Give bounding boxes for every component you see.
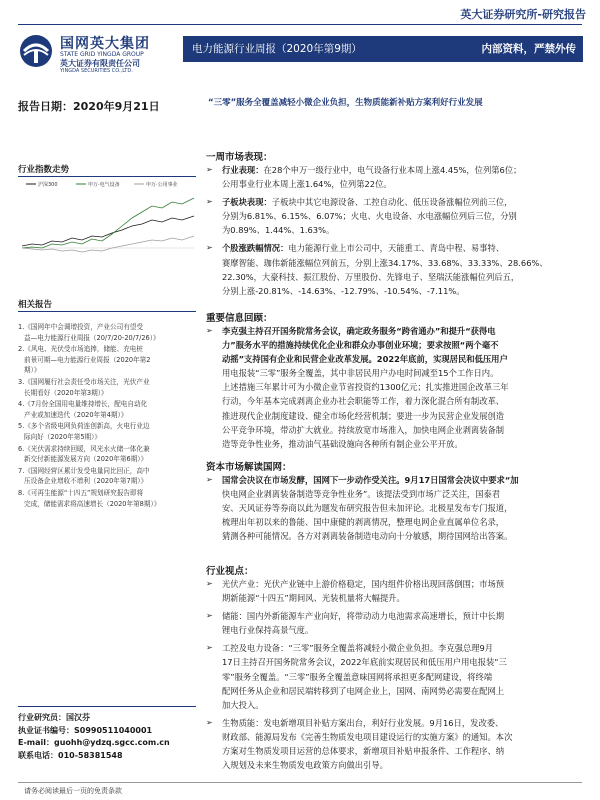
paragraph-line: 分别为6.81%、6.15%、6.07%；火电、火电设备、水电涨幅位列后三位，分别	[222, 211, 517, 222]
related-report-line: 新交付新能源发展方向（2020年第6期）》	[24, 455, 148, 464]
analyst-email: E-mail：guohh@ydzq.sgcc.com.cn	[18, 738, 170, 747]
related-report-7	[18, 466, 198, 487]
footer-disclaimer: 请务必阅读最后一页的免责条款	[24, 787, 122, 795]
paragraph-line: 17日主持召开国务院常务会议，2022年底前实现居民和低压用户用电报装“三	[222, 657, 507, 668]
related-report-8	[18, 488, 198, 509]
paragraph-line: 为0.89%、1.44%、1.63%。	[222, 225, 335, 236]
legend-label-2: 申万·电气设备	[88, 182, 120, 188]
item-label: 子板块表现：	[222, 197, 272, 208]
paragraph-line: 用电报装“三零”服务全覆盖，其中非居民用户办电时间减至15个工作日内。	[222, 368, 499, 379]
bullet-icon: ➢	[206, 475, 213, 484]
paragraph-line: 工控及电力设备：“三零”服务全覆盖将减轻小微企业负担。李克强总理9月	[222, 643, 494, 654]
paragraph-line: 分别上涨-20.81%、-14.63%、-12.79%、-10.54%、-7.11%。	[222, 285, 465, 296]
related-report-line: 8.《可再生能源“十四五”规划研究报告即将	[18, 488, 144, 497]
header-bar-title: 电力能源行业周报（2020年第9期）	[192, 43, 362, 55]
logo-securities-cn: 英大证券有限责任公司	[60, 59, 140, 68]
related-report-5	[18, 421, 198, 442]
paragraph-line: 加大投入。	[222, 699, 264, 710]
analyst-name: 行业研究员：国汉芬	[18, 713, 90, 722]
item-text: 在28个申万一级行业中，电气设备行业本周上涨4.45%，位列第6位；	[263, 165, 522, 175]
related-report-line: 产业或加速迭代（2020年第4期）》	[24, 410, 128, 419]
paragraph-line: 造等竞争性业务，推动油气基础设施向各种所有制企业公平开放。	[222, 438, 463, 449]
series-utilities	[22, 236, 194, 252]
bullet-item-3	[206, 641, 582, 711]
trend-divider	[18, 176, 196, 177]
related-report-6	[18, 444, 198, 465]
related-report-line: 益—电力能源行业周报（20/7/20-20/7/26）》	[24, 333, 160, 342]
paragraph-line: 生物质能：发电新增项目补贴方案出台，利好行业发展。9月16日，发改委、	[222, 717, 504, 728]
related-report-line: 3.《国网履行社会责任受市场关注，光伏产业	[18, 377, 150, 386]
item-text: 子板块中其它电源设备、工控自动化、低压设备涨幅位列前三位，	[271, 197, 513, 208]
related-report-line: 压设备企业增收不增利（2020年第7期）》	[24, 477, 148, 486]
paragraph-line: 零”服务全覆盖。“三零”服务全覆盖意味国网将承担更多配网建设，将终端	[222, 671, 493, 682]
paragraph-line: 公用事业行业本周上涨1.64%，位列第22位。	[222, 179, 392, 190]
company-logo-icon	[18, 33, 54, 69]
legend-label-1: 沪深300	[38, 182, 58, 188]
bullet-icon: ➢	[206, 579, 213, 588]
report-date: 报告日期：2020年9月21日	[18, 100, 160, 113]
logo-securities-en: YINGDA SECURITIES CO.,LTD.	[60, 68, 133, 74]
bullet-paragraph	[206, 324, 582, 451]
header-top-line	[18, 24, 582, 25]
paragraph-line: 光伏产业：光伏产业链中上游价格稳定，国内组件价格出现回落倒围；市场预	[222, 579, 505, 589]
paragraph-line: 梳理出年初以来的鲁能、国中康健的剥离情况，整理电网企业直属单位名录，	[222, 517, 505, 528]
bullet-icon: ➢	[206, 611, 213, 621]
bullet-icon: ➢	[206, 643, 213, 653]
paragraph-line	[222, 195, 582, 209]
footer-line	[18, 782, 582, 783]
related-report-3	[18, 377, 198, 398]
paragraph-line: 动摇”支持国有企业和民营企业改革发展。2022年底前，实现居民和低压用户	[222, 354, 508, 365]
paragraph-line: 赛摩智能、珈伟新能涨幅位列前五，分别上涨34.17%、33.68%、33.33%、28.66%、	[222, 257, 548, 268]
org-title: 英大证券研究所-研究报告	[460, 8, 586, 21]
logo-name-en: STATE GRID YINGDA GROUP	[60, 51, 144, 58]
paragraph-line: 推进现代企业制度建设、健全市场化经营机制；要进一步为民营企业发展创造	[222, 410, 505, 421]
paragraph-line: 力”服务水平的措施持续优化企业和群众办事创业环境；要求按照“两个毫不	[222, 340, 499, 351]
paragraph-line: 22.30%，大豪科技、振江股份、万里股份、先锋电子、坚瑞沃能涨幅位列后五，	[222, 271, 520, 282]
related-report-line: 期）》	[24, 366, 41, 375]
related-reports-list	[18, 322, 198, 510]
bullet-paragraph	[206, 473, 582, 543]
related-report-line: 际向好（2020年第5期）》	[24, 432, 102, 441]
related-report-1	[18, 322, 198, 343]
paragraph-line: 李克强主持召开国务院常务会议，确定政务服务“跨省通办”和提升“获得电	[222, 326, 496, 336]
bullet-item-2	[206, 609, 582, 637]
header-bar-confidential: 内部资料，严禁外传	[481, 43, 576, 55]
paragraph-line	[222, 241, 582, 255]
paragraph-line	[222, 163, 582, 177]
bullet-icon: ➢	[206, 326, 213, 335]
item-label: 行业表现：	[222, 165, 264, 175]
related-report-line: 2.《风电、光伏受市场追捧，储能、充电桩	[18, 345, 143, 354]
paragraph-line: 安、天风证券等券商以此为题发布研究报告但未加评论。北极星发布专门报道，	[222, 503, 513, 514]
section-market-title: 一周市场表现：	[206, 152, 273, 163]
related-report-line: 7.《国网经营区累计发受电量同比回正，高中	[18, 466, 150, 475]
bullet-icon: ➢	[206, 243, 213, 253]
related-report-line: 长期看好（2020年第3期）》	[24, 388, 108, 397]
related-report-line: 6.《光伏需求持续回暖，风光水火储一体化兼	[18, 444, 150, 453]
section-market	[206, 163, 582, 302]
related-report-line: 前景可期—电力能源行业周报（2020年第2	[24, 355, 151, 364]
series-hs300	[22, 216, 194, 246]
paragraph-line: 锂电行业保持高景气度。	[222, 625, 314, 636]
bullet-item-3	[206, 241, 582, 297]
logo-name-cn: 国网英大集团	[60, 36, 150, 52]
bullet-item-1	[206, 163, 582, 191]
related-report-line: 5.《多个省级电网负荷连创新高，火电行业边	[18, 422, 150, 431]
contact-divider	[18, 706, 196, 707]
bullet-icon: ➢	[206, 165, 213, 174]
paragraph-line: 配网任务从企业和居民端转移到了电网企业上，国网、南网势必需要在配网上	[222, 685, 505, 696]
related-divider	[18, 311, 196, 312]
bullet-item-1	[206, 577, 582, 605]
paragraph-line: 公平竞争环境，带动扩大就业。持续放宽市场准入，加快电网企业剥离装备制	[222, 424, 505, 435]
paragraph-line: 期新能源“十四五”期间风、光装机量将大幅提升。	[222, 593, 405, 604]
related-report-2	[18, 344, 198, 376]
item-text: 电力能源行业上市公司中，天能重工、青岛中程、易事特、	[288, 243, 505, 254]
paragraph-line: 入规划及未来生物质发电政策方向做出引导。	[222, 760, 388, 771]
paragraph-line: 上述措施三年累计可为小微企业节省投资约1300亿元；扎实推进国企改革三年	[222, 382, 509, 393]
section-capital-title: 资本市场解读国网：	[206, 462, 292, 473]
bullet-icon: ➢	[206, 197, 213, 207]
legend	[26, 181, 178, 188]
bullet-item-2	[206, 195, 582, 237]
legend-label-3: 申万·公用事业	[146, 182, 178, 188]
related-title: 相关报告	[18, 300, 53, 310]
paragraph-line: 储能：国内外新能源车产业向好，将带动动力电池需求高速增长，预计中长期	[222, 611, 505, 622]
paragraph-line: 猜测各种可能情况。各方对剥离装备制造电动向十分敏感，期待国网给出答案。	[222, 531, 513, 542]
item-label: 个股涨跌幅情况：	[222, 243, 289, 254]
index-trend-chart	[18, 178, 198, 278]
section-capital	[206, 473, 582, 543]
trend-title: 行业指数走势	[18, 165, 70, 175]
bullet-icon: ➢	[206, 717, 213, 727]
section-viewpoint	[206, 577, 582, 776]
section-info-title: 重要信息回顾：	[206, 313, 273, 324]
related-report-line: 1.《国网年中会调增投资，产业公司有望受	[18, 323, 143, 331]
analyst-contact	[18, 712, 170, 762]
related-report-line: 完成，储能需求将高速增长（2020年第8期）》	[24, 499, 161, 508]
analyst-phone: 联系电话：010-58381548	[18, 750, 123, 760]
paragraph-line: 行动，今年基本完成剥离企业办社会职能等工作，着力深化混合所有制改革、	[222, 396, 505, 407]
section-viewpoint-title: 行业视点：	[206, 566, 254, 577]
related-report-4	[18, 399, 198, 420]
section-info	[206, 324, 582, 451]
paragraph-line: 国常会决议在市场发酵，国网下一步动作受关注。9月17日国常会决议中要求“加	[222, 475, 519, 485]
paragraph-line: 快电网企业剥离装备制造等竞争性业务”。该提法受到市场广泛关注，国泰君	[222, 489, 501, 500]
document-title: “三零”服务全覆盖减轻小微企业负担，生物质能新补贴方案利好行业发展	[208, 98, 483, 108]
paragraph-line: 财政部、能源局发布《完善生物质发电项目建设运行的实施方案》的通知。本次	[222, 731, 513, 742]
paragraph-line: 方案对生物质发项目运营的总体要求，新增项目补贴申报条件、工作程序、纳	[222, 746, 505, 757]
analyst-cert: 执业证书编号：S0990511040001	[18, 725, 153, 735]
series-electrical	[22, 198, 194, 248]
related-report-line: 4.《7月份全国用电量维持增长，配电自动化	[18, 400, 148, 409]
bullet-item-4	[206, 716, 582, 772]
